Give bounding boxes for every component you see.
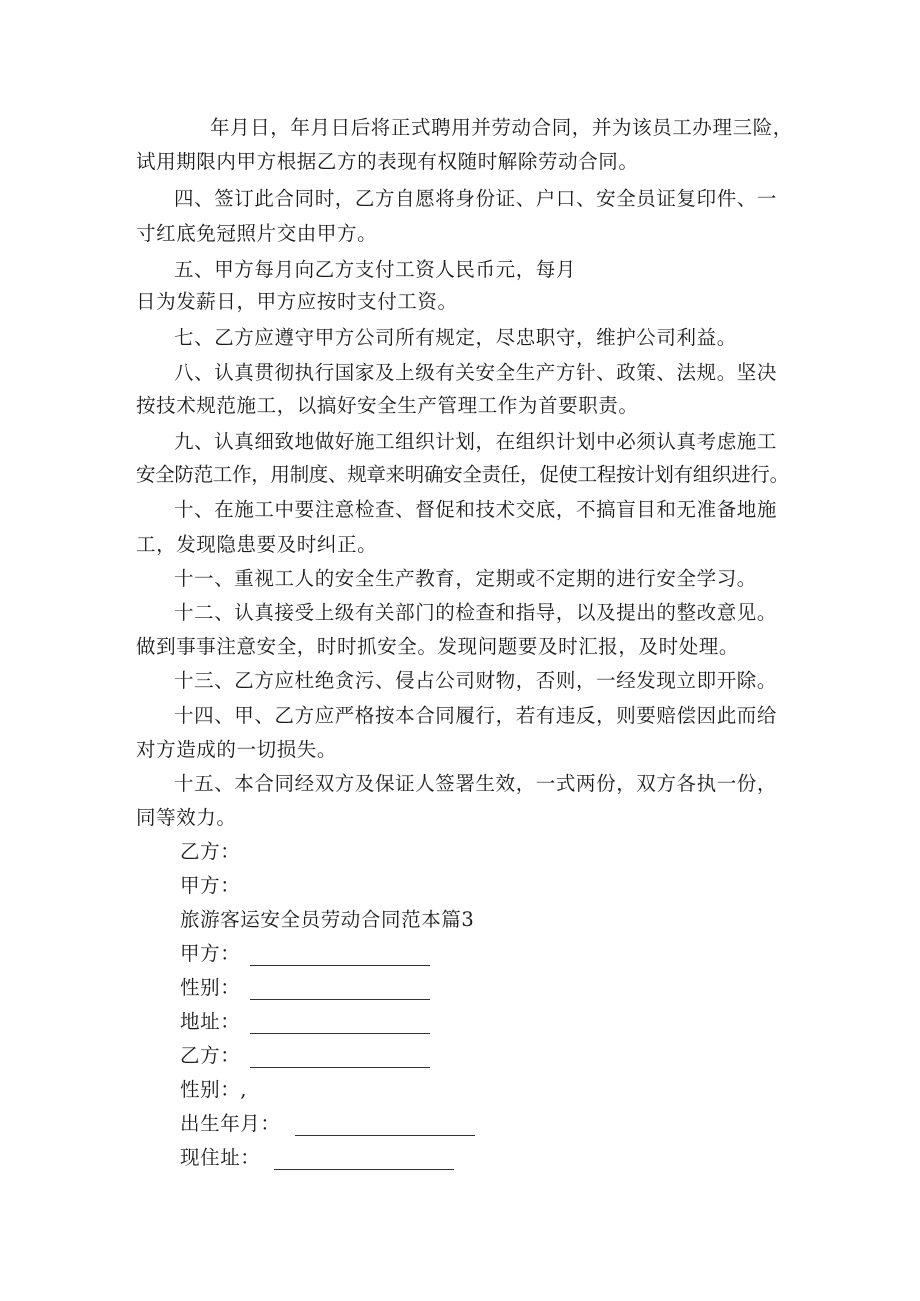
field-address — [180, 1010, 430, 1034]
field-residence-blank — [274, 1149, 454, 1170]
clause-14-line-2: 对方造成的一切损失。 — [136, 738, 338, 761]
field-birth — [180, 1112, 475, 1136]
field-address-label: 地址： — [180, 1010, 241, 1033]
clause-10-line-1: 十、在施工中要注意检查、督促和技术交底，不搞盲目和无准备地施 — [174, 498, 778, 521]
field-party-b — [180, 1044, 430, 1068]
para-line-2: 试用期限内甲方根据乙方的表现有权随时解除劳动合同。 — [136, 150, 639, 173]
clause-5-line-2: 日为发薪日，甲方应按时支付工资。 — [136, 290, 458, 313]
field-party-b-label: 乙方： — [180, 1044, 241, 1067]
field-address-blank — [250, 1013, 430, 1034]
field-gender-a — [180, 976, 430, 1000]
clause-7: 七、乙方应遵守甲方公司所有规定，尽忠职守，维护公司利益。 — [174, 326, 737, 349]
clause-12-line-2: 做到事事注意安全，时时抓安全。发现问题要及时汇报，及时处理。 — [136, 635, 740, 658]
clause-12-line-1: 十二、认真接受上级有关部门的检查和指导，以及提出的整改意见。 — [174, 601, 778, 624]
field-residence — [180, 1146, 454, 1170]
signature-party-b: 乙方： — [180, 840, 241, 863]
clause-8-line-2: 按技术规范施工，以搞好安全生产管理工作为首要职责。 — [136, 394, 639, 417]
para-line-1: 年月日，年月日后将正式聘用并劳动合同，并为该员工办理三险， — [210, 116, 793, 139]
clause-13: 十三、乙方应杜绝贪污、侵占公司财物，否则，一经发现立即开除。 — [174, 669, 778, 692]
clause-15-line-2: 同等效力。 — [136, 806, 237, 829]
clause-4-line-2: 寸红底免冠照片交由甲方。 — [136, 222, 378, 245]
signature-party-a: 甲方： — [180, 874, 241, 897]
clause-14-line-1: 十四、甲、乙方应严格按本合同履行，若有违反，则要赔偿因此而给 — [174, 704, 778, 727]
field-residence-label: 现住址： — [180, 1146, 261, 1169]
field-birth-blank — [295, 1115, 475, 1136]
field-party-a-blank — [250, 945, 430, 966]
field-party-b-blank — [250, 1047, 430, 1068]
clause-11: 十一、重视工人的安全生产教育，定期或不定期的进行安全学习。 — [174, 567, 757, 590]
clause-9-line-2: 安全防范工作，用制度、规章来明确安全责任，促使工程按计划有组织进行。 — [136, 463, 789, 486]
field-gender-b: 性别：, — [180, 1078, 248, 1101]
field-gender-a-blank — [250, 979, 430, 1000]
field-gender-a-label: 性别： — [180, 976, 241, 999]
clause-15-line-1: 十五、本合同经双方及保证人签署生效，一式两份，双方各执一份， — [174, 772, 778, 795]
field-party-a-label: 甲方： — [180, 942, 241, 965]
clause-10-line-2: 工，发现隐患要及时纠正。 — [136, 533, 378, 556]
field-party-a — [180, 942, 430, 966]
clause-4-line-1: 四、签订此合同时，乙方自愿将身份证、户口、安全员证复印件、一 — [174, 187, 778, 210]
section-heading: 旅游客运安全员劳动合同范本篇3 — [180, 908, 475, 931]
field-birth-label: 出生年月： — [180, 1112, 281, 1135]
clause-5-line-1: 五、甲方每月向乙方支付工资人民币元，每月 — [174, 258, 577, 281]
clause-8-line-1: 八、认真贯彻执行国家及上级有关安全生产方针、政策、法规。坚决 — [174, 361, 778, 384]
clause-9-line-1: 九、认真细致地做好施工组织计划，在组织计划中必须认真考虑施工 — [174, 430, 778, 453]
